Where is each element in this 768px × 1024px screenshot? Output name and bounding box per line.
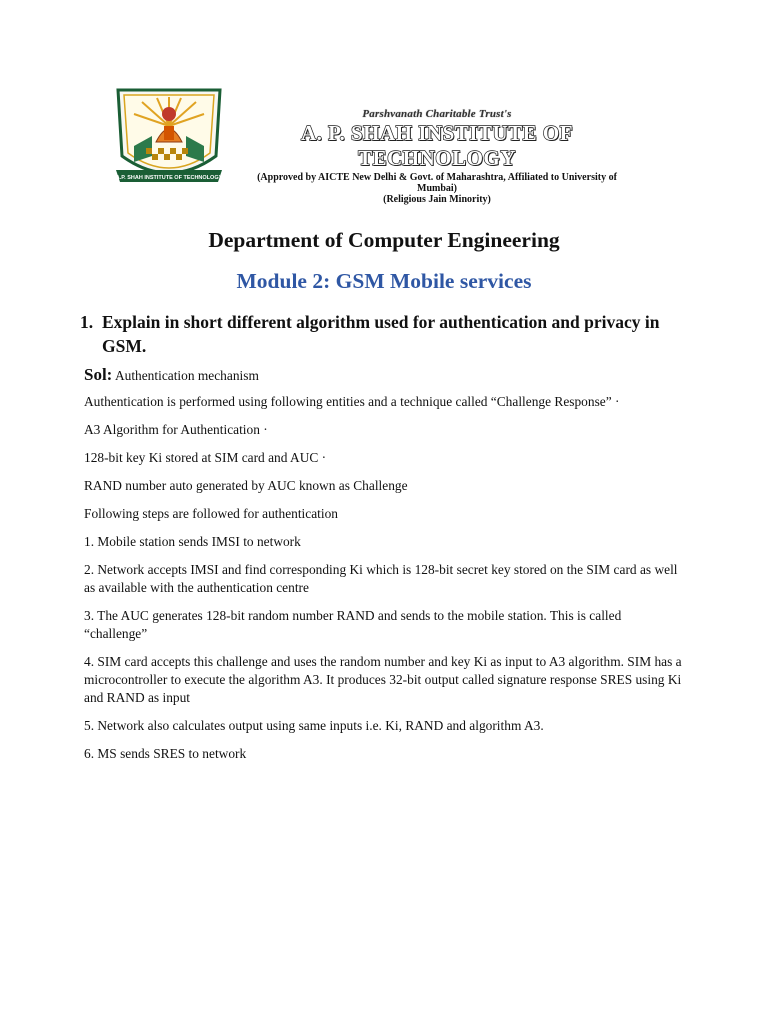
logo-caption: A.P. SHAH INSTITUTE OF TECHNOLOGY [115,175,223,181]
institute-name: A. P. SHAH INSTITUTE OF TECHNOLOGY [300,121,574,170]
question-1 [80,310,680,358]
solution-heading: Authentication mechanism [112,368,259,383]
question-number: 1. [80,312,94,332]
solution-paragraph: 4. SIM card accepts this challenge and uses the random number and key Ki as input to A3 algorithm. SIM has a microcontroller to execute the algorithm A3. It produces 32-bit output called signature response SRES using Ki and RAND as input [84,654,682,705]
department-title: Department of Computer Engineering [208,228,560,252]
solution-paragraph: A3 Algorithm for Authentication · [84,422,268,437]
minority-line: (Religious Jain Minority) [383,194,491,205]
solution-paragraph: Following steps are followed for authentication [84,506,338,521]
solution-paragraph: 1. Mobile station sends IMSI to network [84,534,301,549]
institute-logo [112,86,226,198]
module-title: Module 2: GSM Mobile services [236,269,532,293]
institute-title-block [242,108,632,205]
question-text: Explain in short different algorithm used for authentication and privacy in GSM. [102,312,660,356]
solution-paragraph: 3. The AUC generates 128-bit random number RAND and sends to the mobile station. This is called “challenge” [84,608,622,641]
solution-paragraph: RAND number auto generated by AUC known as Challenge [84,478,408,493]
solution-heading-line [84,366,684,385]
solution-paragraph: 6. MS sends SRES to network [84,746,247,761]
solution-paragraph: Authentication is performed using following entities and a technique called “Challenge Response” · [84,394,620,409]
letterhead [112,84,632,205]
solution-label: Sol: [84,365,113,384]
solution-paragraph: 5. Network also calculates output using same inputs i.e. Ki, RAND and algorithm A3. [84,718,544,733]
solution-body [84,366,684,773]
solution-paragraph: 128-bit key Ki stored at SIM card and AUC · [84,450,327,465]
solution-paragraph: 2. Network accepts IMSI and find corresponding Ki which is 128-bit secret key stored on the SIM card as well as available with the authentication centre [84,562,678,595]
trust-name: Parshvanath Charitable Trust's [362,108,512,120]
approval-line: (Approved by AICTE New Delhi & Govt. of Maharashtra, Affiliated to University of Mumbai) [257,172,617,194]
